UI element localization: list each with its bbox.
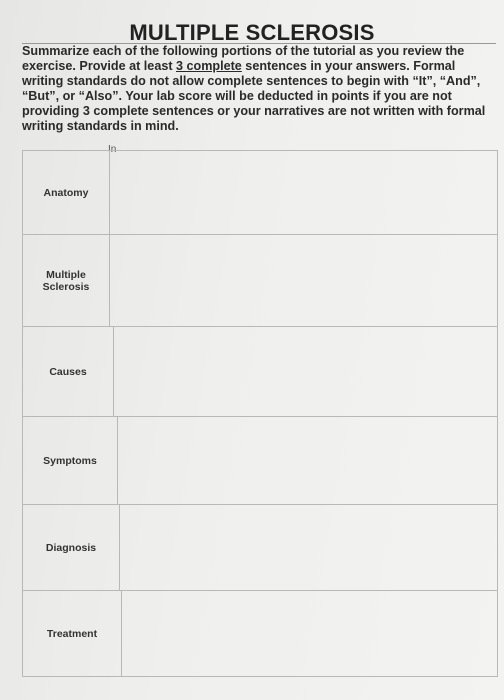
answer-cell-diagnosis[interactable]: [119, 505, 498, 591]
section-label-diagnosis: Diagnosis: [45, 542, 97, 554]
section-label-anatomy: Anatomy: [43, 187, 89, 199]
answer-cell-treatment[interactable]: [121, 591, 498, 677]
section-label-cell: [22, 235, 110, 327]
answer-table: [22, 150, 498, 680]
table-bottom-border: [22, 676, 498, 677]
table-row-multiple-sclerosis: [22, 234, 498, 327]
table-row-diagnosis: [22, 504, 498, 591]
section-label-treatment: Treatment: [46, 628, 98, 640]
section-label-cell: [22, 327, 114, 417]
table-row-anatomy: [22, 150, 498, 235]
section-label-cell: [22, 591, 122, 677]
section-label-cell: [22, 417, 118, 505]
table-row-causes: [22, 326, 498, 417]
section-label-cell: [22, 151, 110, 235]
section-label-multiple-sclerosis: Multiple Sclerosis: [42, 269, 90, 293]
section-label-cell: [22, 505, 120, 591]
instructions-part-1: Summarize each of the following portions of the tutorial as you review the exercise. Provide at least: [22, 44, 465, 74]
answer-cell-causes[interactable]: [113, 327, 498, 417]
handwritten-note: In: [108, 144, 117, 155]
answer-cell-symptoms[interactable]: [117, 417, 498, 505]
instructions-part-2: sentences in your answers. Formal writing standards do not allow complete sentences to begin with “It”, “And”, “But”, or “Also”. Your lab score will be deducted in points if you are not providing 3 complete sentences or your narratives are not written with formal writing standards in mind.: [22, 59, 486, 134]
answer-cell-multiple-sclerosis[interactable]: [109, 235, 498, 327]
answer-cell-anatomy[interactable]: [109, 151, 498, 235]
instructions-underlined: 3 complete: [176, 59, 242, 74]
table-row-treatment: [22, 590, 498, 677]
section-label-symptoms: Symptoms: [43, 455, 97, 467]
table-row-symptoms: [22, 416, 498, 505]
section-label-causes: Causes: [49, 366, 87, 378]
page-title: MULTIPLE SCLEROSIS: [129, 20, 375, 45]
instructions-text: [22, 43, 496, 135]
